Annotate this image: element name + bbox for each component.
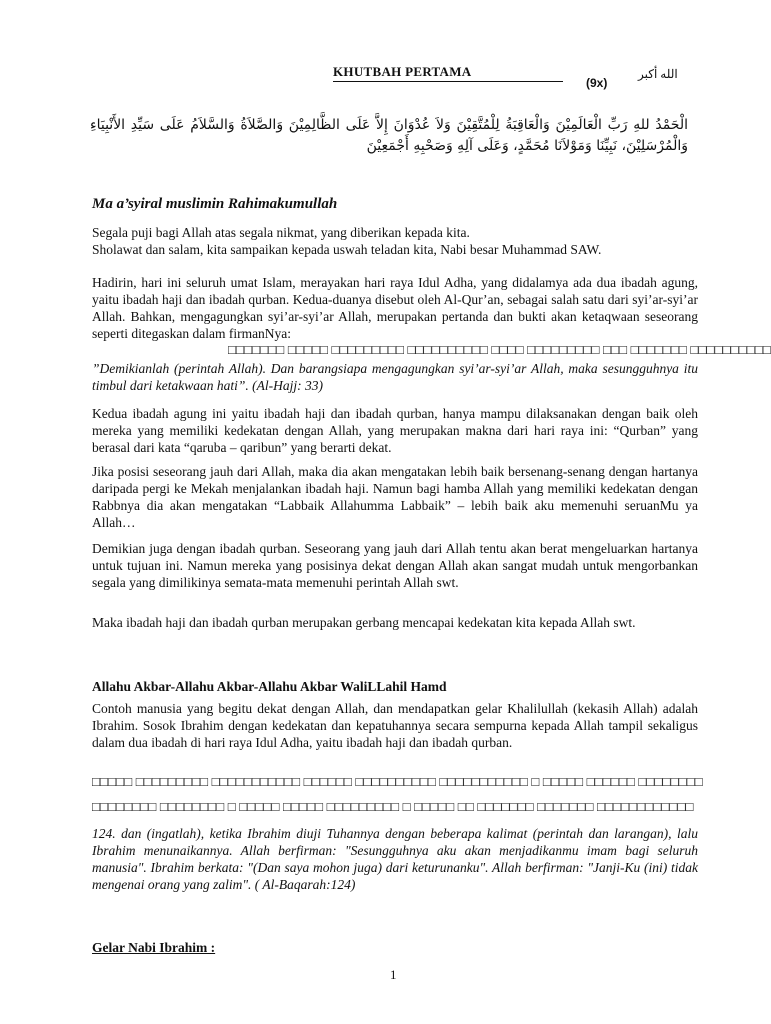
quran-verse-glyphs-2: □□□□□ □□□□□□□□□ □□□□□□□□□□□ □□□□□□ □□□□□□□□□□ □□□□□□□□□□□ □ □□□□□ □□□□□□ □□□□□□□□ [92, 774, 703, 789]
translation-al-hajj: ”Demikianlah (perintah Allah). Dan barangsiapa mengagungkan syi’ar-syi’ar Allah, maka sesungguhnya itu timbul dari ketakwaan hati”. (Al-Hajj: 33) [92, 361, 698, 393]
khutbah-title: KHUTBAH PERTAMA [333, 64, 563, 82]
takbir-line: Allahu Akbar-Allahu Akbar-Allahu Akbar WaliLLahil Hamd [92, 679, 447, 694]
paragraph-hajj-closeness: Jika posisi seseorang jauh dari Allah, maka dia akan mengatakan lebih baik bersenang-senang dengan hartanya daripada pergi ke Mekah menjalankan ibadah haji. Namun bagi hamba Allah yang memiliki kedekatan dengan Rabbnya dia akan mengatakan “Labbaik Allahumma Labbaik” – lebih baik aku memenuhi seruanMu ya Allah… [92, 464, 698, 530]
quran-verse-glyphs-1: □□□□□□□ □□□□□ □□□□□□□□□ □□□□□□□□□□ □□□□ □□□□□□□□□ □□□ □□□□□□□ □□□□□□□□□□ [228, 342, 771, 357]
paragraph-qurban-closeness: Demikian juga dengan ibadah qurban. Seseorang yang jauh dari Allah tentu akan berat mengeluarkan hartanya untuk tujuan ini. Namun mereka yang posisinya dekat dengan Allah akan sangat mudah untuk mengorbankan segala yang dimilikinya semata-mata memenuhi perintah Allah swt. [92, 541, 698, 590]
subheading-gelar: Gelar Nabi Ibrahim : [92, 940, 216, 955]
translation-al-baqarah: 124. dan (ingatlah), ketika Ibrahim diuji Tuhannya dengan beberapa kalimat (perintah dan larangan), lalu Ibrahim menunaikannya. Allah berfirman: "Sesungguhnya aku akan menjadikanmu imam bagi seluruh manusia". Ibrahim berkata: "(Dan saya mohon juga) dari keturunanku". Allah berfirman: "Janji-Ku (ini) tidak mengenai orang yang zalim". ( Al-Baqarah:124) [92, 826, 698, 892]
takbir-count: (9x) [586, 76, 608, 90]
opening-arabic-text: الْحَمْدُ للهِ رَبِّ الْعَالَمِيْنَ وَالْعَاقِبَةُ لِلْمُتَّقِيْنَ وَلاَ عُدْوَانَ إِلاَّ عَلَى الظَّالِمِيْنَ وَالصَّلاَةُ وَالسَّلاَمُ عَلَى سَيِّدِ الأَنْبِيَاءِ وَالْمُرْسَلِيْنَ، نَبِيِّنَا وَمَوْلاَنَا مُحَمَّدٍ، وَعَلَى آلِهِ وَصَحْبِهِ أَجْمَعِيْنَ [90, 117, 688, 154]
section-title: Ma a’syiral muslimin Rahimakumullah [92, 196, 338, 212]
page-number: 1 [390, 967, 397, 982]
takbir-arabic: الله أكبر [638, 67, 678, 81]
paragraph-gateway: Maka ibadah haji dan ibadah qurban merupakan gerbang mencapai kedekatan kita kepada Allah swt. [92, 615, 636, 630]
paragraph-praise: Segala puji bagi Allah atas segala nikmat, yang diberikan kepada kita. [92, 225, 470, 240]
paragraph-qurban-meaning: Kedua ibadah agung ini yaitu ibadah haji dan ibadah qurban, hanya mampu dilaksanakan dengan baik oleh mereka yang memiliki kedekatan dengan Allah, yang merupakan makna dari hari raya ini: “Qurban” yang berasal dari kata “qaruba – qaribun” yang berarti dekat. [92, 406, 698, 455]
paragraph-ibrahim: Contoh manusia yang begitu dekat dengan Allah, dan mendapatkan gelar Khalilullah (kekasih Allah) adalah Ibrahim. Sosok Ibrahim dengan kedekatan dan kepatuhannya secara sempurna kepada Allah tampil sekaligus dalam dua ibadah di hari raya Idul Adha, yaitu ibadah haji dan ibadah qurban. [92, 701, 698, 750]
paragraph-sholawat: Sholawat dan salam, kita sampaikan kepada uswah teladan kita, Nabi besar Muhammad SAW. [92, 242, 602, 257]
quran-verse-glyphs-3: □□□□□□□□ □□□□□□□□ □ □□□□□ □□□□□ □□□□□□□□□ □ □□□□□ □□ □□□□□□□ □□□□□□□ □□□□□□□□□□□□ [92, 799, 694, 814]
paragraph-idul-adha: Hadirin, hari ini seluruh umat Islam, merayakan hari raya Idul Adha, yang didalamya ada dua ibadah agung, yaitu ibadah haji dan ibadah qurban. Kedua-duanya disebut oleh Al-Qur’an, sebagai salah satu dari syi’ar-syi’ar Allah. Bahkan, mengagungkan syi’ar-syi’ar Allah, merupakan pertanda dan bukti akan ketaqwaan seseorang seperti ditegaskan dalam firmanNya: [92, 275, 698, 341]
